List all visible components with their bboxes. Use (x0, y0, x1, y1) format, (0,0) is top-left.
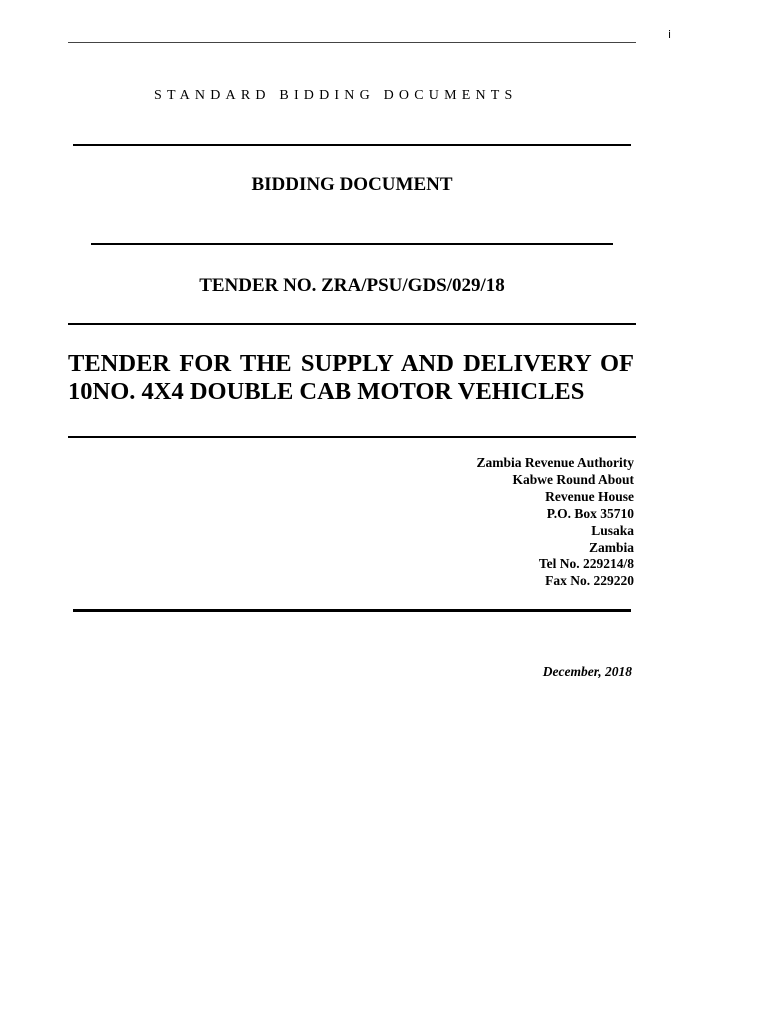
address-line-building: Revenue House (545, 488, 634, 504)
address-block (476, 455, 634, 590)
divider-rule-5 (73, 609, 631, 612)
tender-number: TENDER NO. ZRA/PSU/GDS/029/18 (199, 275, 505, 296)
divider-rule-4 (68, 436, 636, 438)
series-title: STANDARD BIDDING DOCUMENTS (154, 88, 518, 103)
document-title: BIDDING DOCUMENT (251, 174, 453, 195)
tender-title: TENDER FOR THE SUPPLY AND DELIVERY OF 10NO. 4X4 DOUBLE CAB MOTOR VEHICLES (68, 350, 634, 405)
address-line-organization: Zambia Revenue Authority (476, 455, 634, 470)
divider-rule-2 (91, 243, 613, 245)
divider-rule-3 (68, 323, 636, 325)
header-rule (68, 42, 636, 43)
page-number: i (668, 28, 672, 41)
address-line-fax: Fax No. 229220 (545, 573, 634, 589)
document-date: December, 2018 (542, 664, 632, 679)
address-line-telephone: Tel No. 229214/8 (538, 556, 634, 572)
address-line-country: Zambia (588, 539, 634, 555)
divider-rule-1 (73, 144, 631, 146)
address-line-street: Kabwe Round About (512, 471, 634, 487)
address-line-city: Lusaka (591, 522, 634, 538)
address-line-po-box: P.O. Box 35710 (546, 505, 634, 521)
